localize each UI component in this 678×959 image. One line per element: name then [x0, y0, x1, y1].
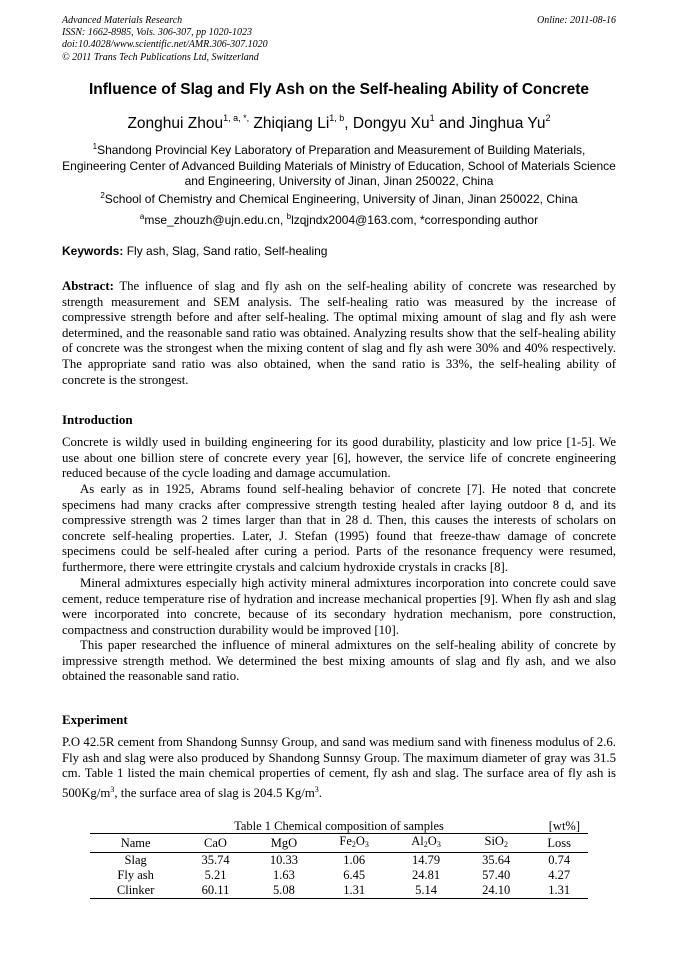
column-header: $Fe_2O_3$: [339, 834, 369, 849]
column-header: CaO: [204, 835, 227, 850]
author-sup: 1: [429, 113, 435, 123]
table-cell: Clinker: [116, 883, 155, 897]
table-caption: Table 1 Chemical composition of samples: [234, 819, 444, 833]
email-sup: b: [286, 212, 292, 221]
affiliation-text: Shandong Provincial Key Laboratory of Preparation and Measurement of Building Materials, Engineering Center of Advanced Building Materials of Ministry of Education, School of Materials Science and Engineering, University of Jinan, Jinan 250022, China: [62, 143, 616, 188]
author-name: Zonghui Zhou: [127, 115, 224, 132]
online-date: Online: 2011-08-16: [537, 15, 616, 26]
experiment-heading: Experiment: [62, 712, 128, 727]
paper-title: Influence of Slag and Fly Ash on the Self-healing Ability of Concrete: [88, 81, 590, 98]
introduction-heading: Introduction: [62, 412, 133, 427]
author-sup: 2: [545, 113, 551, 123]
table-cell: 5.08: [273, 883, 295, 897]
introduction-paragraph: [62, 638, 616, 685]
table-cell: 24.81: [411, 868, 441, 882]
author-sup: 1, b: [329, 113, 345, 123]
email-a[interactable]: mse_zhouzh@ujn.edu.cn,: [144, 213, 287, 227]
experiment-paragraph: [62, 735, 616, 801]
paragraph-text: P.O 42.5R cement from Shandong Sunnsy Group, and sand was medium sand with fineness modulus of 2.6. Fly ash and slag were also produced by Shandong Sunnsy Group. The maximum diameter of gray was 31.5 cm. Table 1 listed the main chemical properties of cement, fly ash and slag. The surface area of fly ash is 500Kg/m: [62, 735, 616, 800]
table-unit: [wt%]: [548, 819, 580, 833]
table-cell: 6.45: [343, 868, 366, 882]
author-name: and Jinghua Yu: [434, 115, 546, 132]
paragraph-text: This paper researched the influence of mineral admixtures on the self-healing ability of concrete by impressive strength method. We determined the best mixing amounts of slag and fly ash, and we also obtained the reasonable sand ratio.: [62, 638, 616, 684]
table-cell: 1.31: [548, 883, 571, 897]
table-cell: 57.40: [482, 868, 511, 882]
email-line: [62, 209, 616, 229]
abstract-label: Abstract:: [62, 279, 114, 293]
email-b[interactable]: lzqjndx2004@163.com, *corresponding author: [291, 213, 539, 227]
issn-line: ISSN: 1662-8985, Vols. 306-307, pp 1020-1023: [62, 27, 252, 39]
paragraph-text: Concrete is wildly used in building engineering for its good durability, plasticity and low price [1-5]. We use about one billion stere of concrete every year [6], however, the service life of concrete engineering reduced because of the cycle loading and damage accumulation.: [62, 435, 616, 481]
author-sup: 1, a, *,: [223, 113, 250, 123]
table-cell: 14.79: [411, 853, 441, 867]
table-cell: 5.21: [204, 868, 227, 882]
introduction-paragraph: [62, 576, 616, 638]
paragraph-text: As early as in 1925, Abrams found self-healing behavior of concrete [7]. He noted that concrete specimens had many cracks after compressive strength testing healed after laying outdoor 8 d, and its compressive strength was 2 times larger than that in 28 d. Then, this causes the interests of scholars on concrete self-healing properties. Later, J. Stefan (1995) found that freeze-thaw damage of concrete specimens could be self-healed after curing a period. Parts of the resonance frequency were resumed, furthermore, there were ettringite crystals and calcium hydroxide crystals in cracks [8].: [62, 482, 616, 574]
table-cell: 24.10: [482, 883, 511, 897]
affiliation-2: [62, 188, 616, 208]
paragraph-text: Mineral admixtures especially high activity mineral admixtures incorporation into concrete could save cement, reduce temperature rise of hydration and increase mechanical properties [9]. When fly ash and slag were incorporated into concrete, because of its secondary hydration mechanism, pore construction, compactness and construction durability would be improved [10].: [62, 576, 616, 637]
affiliation-text: School of Chemistry and Chemical Engineering, University of Jinan, Jinan 250022, China: [104, 192, 578, 206]
table-cell: 35.74: [201, 853, 230, 867]
introduction-paragraph: [62, 435, 616, 482]
table-cell: 35.64: [482, 853, 511, 867]
table-cell: Slag: [124, 853, 147, 867]
column-header: MgO: [270, 835, 298, 850]
abstract: [62, 279, 616, 388]
author-name: , Dongyu Xu: [344, 115, 430, 132]
table-cell: 60.11: [201, 883, 230, 897]
column-header: $Al_2O_3$: [411, 834, 441, 849]
keywords: [62, 244, 327, 258]
paragraph-text: , the surface area of slag is 204.5 Kg/m: [114, 785, 315, 800]
table-cell: 1.31: [343, 883, 366, 897]
table-cell: 1.63: [273, 868, 295, 882]
keywords-label: Keywords:: [62, 244, 124, 258]
table-cell: Fly ash: [117, 868, 154, 882]
column-header: Loss: [547, 835, 572, 850]
doi-line: doi:10.4028/www.scientific.net/AMR.306-307.1020: [62, 39, 268, 51]
superscript: 3: [110, 784, 115, 794]
superscript: 3: [314, 784, 319, 794]
copyright-line: © 2011 Trans Tech Publications Ltd, Switzerland: [62, 51, 259, 63]
column-header: Name: [120, 835, 151, 850]
table-cell: 0.74: [548, 853, 571, 867]
email-sup: a: [139, 212, 145, 221]
table-cell: 1.06: [343, 853, 366, 867]
affiliation-1: [62, 139, 616, 190]
abstract-text: The influence of slag and fly ash on the self-healing ability of concrete was researched by strength measurement and SEM analysis. The self-healing ratio was measured by the increase of compressive strength before and after self-healing. The optimal mixing amount of slag and fly ash were determined, and the reasonable sand ratio was obtained. Analyzing results show that the self-healing ability of concrete was the strongest when the mixing content of slag and fly ash were 30% and 40% respectively. The appropriate sand ratio was also obtained, when the sand ratio is 33%, the self-healing ability of concrete is the strongest.: [62, 279, 616, 387]
table-header-row: [90, 834, 588, 853]
author-list: [0, 113, 678, 133]
journal-metadata: [62, 15, 268, 64]
journal-name: Advanced Materials Research: [62, 15, 183, 26]
table-row: [90, 853, 588, 869]
affiliation-sup: 1: [92, 142, 98, 151]
table-row: [90, 868, 588, 883]
column-header: SiO$_2$: [484, 834, 508, 849]
table-row: [90, 883, 588, 899]
chemical-composition-table: [90, 833, 588, 899]
author-name: Zhiqiang Li: [249, 115, 330, 132]
table-cell: 5.14: [415, 883, 437, 897]
table-cell: 10.33: [269, 853, 299, 867]
introduction-paragraph: [62, 482, 616, 576]
affiliation-sup: 2: [100, 191, 105, 200]
table-cell: 4.27: [548, 868, 571, 882]
keywords-text: Fly ash, Slag, Sand ratio, Self-healing: [123, 244, 328, 258]
paragraph-text: .: [318, 785, 322, 800]
